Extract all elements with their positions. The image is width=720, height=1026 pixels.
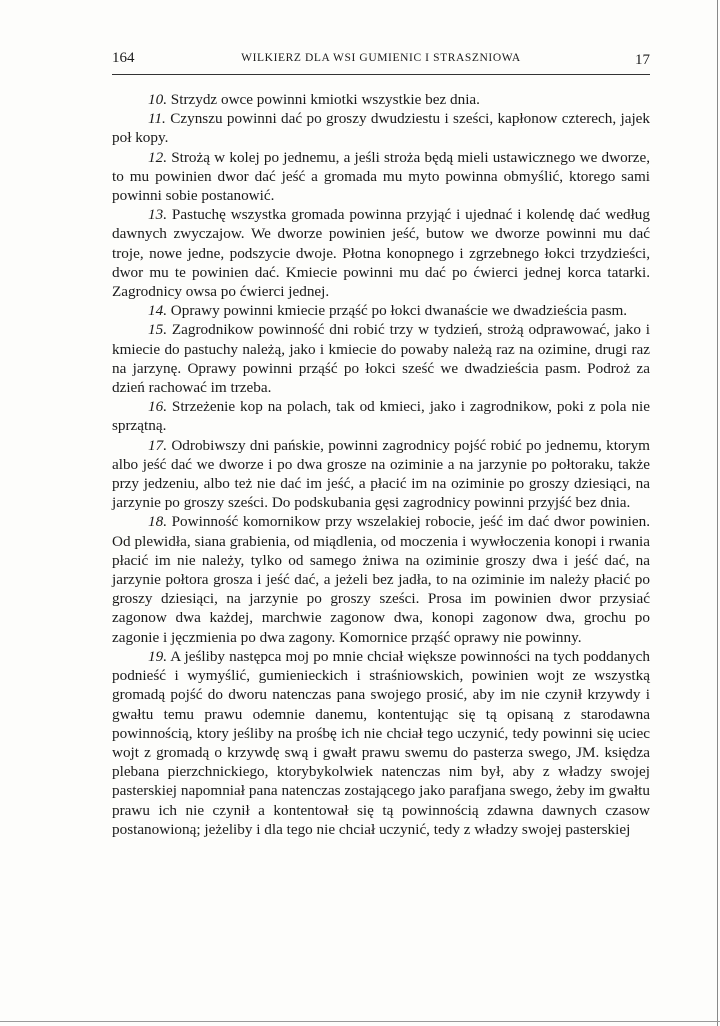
paragraph-13 xyxy=(112,205,650,301)
page-number: 164 xyxy=(112,50,135,66)
paragraph-11 xyxy=(112,109,650,147)
paragraph-number: 14. xyxy=(148,302,167,320)
paragraph-15 xyxy=(112,320,650,397)
paragraph-10 xyxy=(112,90,650,109)
paragraph-text: Oprawy powinni kmiecie prząść po łokci dwanaście we dwadzieścia pasm. xyxy=(170,302,628,320)
paragraph-text: Zagrodnikow powinność dni robić trzy w tydzień, strożą odprawować, jako i kmiecie do pastuchy należą, jako i kmiecie do powaby należą raz na ozimine, drugi raz na jarzynę. Oprawy powinni prząść po łokci sześć we dwadzieścia pasm. Podroż za dzień rachować im trzeba. xyxy=(112,321,651,397)
running-header xyxy=(112,50,650,72)
scan-edge-bottom xyxy=(0,1021,720,1022)
paragraph-text: Strzydz owce powinni kmiotki wszystkie bez dnia. xyxy=(170,91,480,108)
paragraph-16 xyxy=(112,397,650,435)
paragraph-number: 17. xyxy=(148,436,167,454)
paragraph-17 xyxy=(112,436,650,513)
paragraph-number: 19. xyxy=(148,647,167,665)
paragraph-text: Strzeżenie kop na polach, tak od kmieci, jako i zagrodnikow, poki z pola nie sprzątną. xyxy=(112,398,650,435)
body-text xyxy=(112,90,650,839)
paragraph-number: 11. xyxy=(148,110,166,128)
paragraph-number: 16. xyxy=(148,398,167,416)
paragraph-text: A jeśliby następca moj po mnie chciał większe powinności na tych poddanych podnieść i wymyślić, gumienieckich i straśniowskich, powinien wojt ze wszystką gromadą pojść do dworu natenczas pana swojego prosić, aby im nie czynił krzywdy i gwałtu temu prawu odemnie danemu, kontentując się tą opisaną z starodawna powinnością, ktory jeśliby na prośbę ich nie chciał tego uczynić, tedy powinni się uciec wojt z gromadą o krzywdę swą i gwałt prawu swemu do pasterza swego, JM. księdza plebana pierzchnickiego, ktorybykolwiek natenczas nim był, aby z władzy swojej pasterskiej napomniał pana natenczas zostającego jako parafjana swego, żeby im gwałtu prawu ich nie czynił a kontentował się tą powinnością zdawna dawnych czasow postanowioną; jeżeliby i dla tego nie chciał uczynić, tedy z władzy swojej pasterskiej xyxy=(112,647,650,838)
paragraph-text: Strożą w kolej po jednemu, a jeśli stroża będą mieli ustawicznego we dworze, to mu powinien dwor dać jeść a gromada mu myto powinna obmyślić, ktorego sami powinni sobie postanowić. xyxy=(112,148,651,205)
paragraph-number: 15. xyxy=(148,321,167,339)
running-title: WILKIERZ DLA WSI GUMIENIC I STRASZNIOWA xyxy=(241,52,521,64)
header-rule xyxy=(112,74,650,75)
sheet-number: 17 xyxy=(635,52,650,68)
paragraph-text: Pastuchę wszystka gromada powinna przyjąć i ujednać i kolendę dać według dawnych zwyczajow. We dworze powinien jeść, butow we dworze powinni mu dać troje, nowe jedne, podszycie dwoje. Płotna konopnego i zgrzebnego łokci trzydzieści, dwor mu te powinien dać. Kmiecie powinni mu dać po ćwierci jednej korca tatarki. Zagrodnicy owsa po ćwierci jednej. xyxy=(112,206,650,301)
paragraph-19 xyxy=(112,647,650,839)
paragraph-number: 18. xyxy=(148,513,167,531)
paragraph-text: Czynszu powinni dać po groszy dwudziestu i sześci, kapłonow czterech, jajek poł kopy. xyxy=(112,110,651,147)
paragraph-text: Odrobiwszy dni pańskie, powinni zagrodnicy pojść robić po jednemu, ktorym albo jeść dać we dworze i po dwa grosze na oziminie a na jarzynie po połtoraku, także przy jedzeniu, albo też nie dać im jeść, a płacić im na oziminie po groszy dziesiąci, na jarzynie po groszy sześci. Do podskubania gęsi zagrodnicy powinni przyjść bez dnia. xyxy=(112,436,650,512)
paragraph-18 xyxy=(112,512,650,646)
paragraph-number: 12. xyxy=(148,148,167,166)
paragraph-text: Powinność komornikow przy wszelakiej robocie, jeść im dać dwor powinien. Od plewidła, siana grabienia, od miądlenia, od moczenia i wywłoczenia konopi i rwania płacić im nie należy, tylko od samego żniwa na oziminie groszy dwa i jeść dać, na jarzynie połtora grosza i jeść dać, a jeżeli bez jadła, to na oziminie im należy płacić po groszy dziesiąci, na jarzynie po groszy sześci. Prosa im powinien dwor przysiać zagonow dwa każdej, marchwie zagonow dwa, konopi zagonow dwa, grochu po zagonie i jęczmienia po dwa zagony. Komornice prząść oprawy nie powinny. xyxy=(112,513,651,646)
paragraph-number: 10. xyxy=(148,91,167,108)
paragraph-12 xyxy=(112,148,650,206)
paragraph-number: 13. xyxy=(148,206,167,224)
paragraph-14 xyxy=(112,301,650,320)
scan-edge-right xyxy=(717,0,718,1026)
